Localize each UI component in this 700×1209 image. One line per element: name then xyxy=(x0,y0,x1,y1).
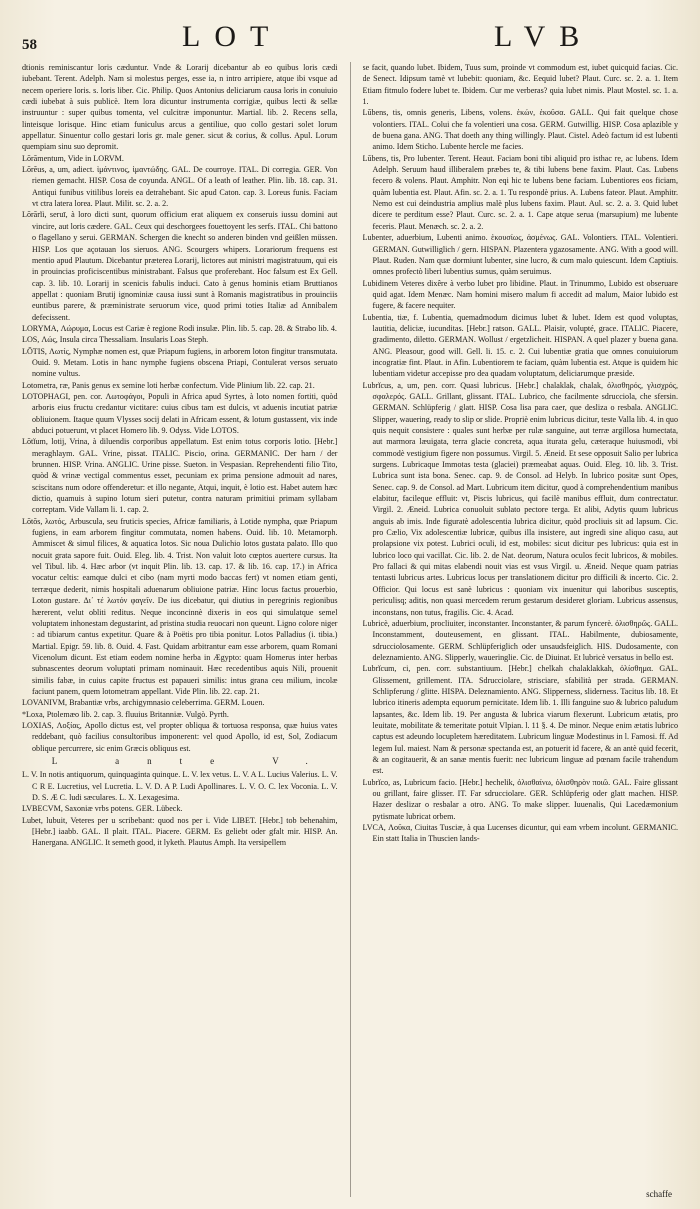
entry: LOTOPHAGI, pen. cor. Λωτοφάγοι, Populi in Africa apud Syrtes, à loto nomen fortiti, quòd arboris eius fructu credantur victitare: cuius cibus tam est dulcis, vt aduenis incutiat patriæ obliuionem. Itaque quum Vlysses socij delati in Africam essent, & lotum gustassent, vix inde abduci potuerunt, vt placet Homero lib. 9. Odyss. Vide LOTOS. xyxy=(22,391,338,435)
entry: Lŭbens, tis, Pro lubenter. Terent. Heaut. Faciam boni tibi aliquid pro isthac re, ac lubens. Idem Adelph. Seruum haud illiberalem præbes te, & tibi lubens bene faxim. Plaut. Cas. Lubens fecero & volens. Plaut. Amphitr. Non eqi hic te lubens bene faciam. Lubentiores eos ficiam, quàm lubentia est. Plaut. Afin. sc. 2. a. 1. Tu respondè prius. A. Lubens fateor. Plaut. Amphitr. Nemo est cui deindustria amplius malè plus lubens faxim. Plaut. Aul. sc. 2. a. 3. Quid lubet dicere te perditum esse? Plaut. Curc. sc. 2. a. 1. Cape atque serua (marsupium) me lubente feceris. Plaut. Menæch. sc. 2. a. 2. xyxy=(362,153,678,231)
entry: Lubrĭco, as, Lubricum facio. [Hebr.] hechelik, ὀλισθαίνω, ὀλισθηρὸν ποιῶ. GAL. Faire glissant ou grillant, faire glisser. IT. Far sdrucciolare. GER. Schlüpferig oder glatt machen. HISP. Hazer deslizar o resbalar a otro. ANG. To make slipper. Iuuenalis, Qui Lacedæmonium pytismate lubricat orbem. xyxy=(362,777,678,821)
entry: Lōrārĭi, seruī, à loro dicti sunt, quorum officium erat aliquem ex conseruis iussu domini aut vincire, aut loris cædere. GAL. Ceux qui deschorgees fouettoyent les serfs. ITAL. Chi battono o flagellano y serui. GERMAN. Schergen die knecht so anderen binden vnd geißlen müssen. HISP. Los que açotauan los sieruos. ANG. Scourgers whipers. Lorariorum frequens est mentio apud Plautum. Dicebantur præterea Lorarij, lictores aut ministri magistratuum, qui eis in prouincias proficiscentibus ministrabant. Falsus que proferebant. Hoc falsum est Ex Gell. cap. 3. lib. 10. Lorarij in scenicis fabulis induci. Cato à genus hominis etiam Bruttianos appellat : quoniam Brutij ignominiæ causa iussi sunt à Romanis magistratibus in prouinciis euntibus parere, & præministrate seruorum vice, quod primi toties Italiæ ad Annibalem defecissent. xyxy=(22,210,338,322)
entry: Lubidinem Veteres dixêre à verbo lubet pro libidine. Plaut. in Trinummo, Lubido est obseruare quid agat. Idem Menæc. Nam homini misero malum fi accedit ad malum, Maior lubido est fugere, & facere nequiter. xyxy=(362,278,678,311)
entry: LVCA, Λοῦκα, Ciuitas Tusciæ, à qua Lucenses dicuntur, qui eam vrbem incolunt. GERMANIC. Ein statt Italia in Thuscien lands- xyxy=(362,823,678,844)
entry: Lubentia, tiæ, f. Lubentia, quemadmodum dicimus lubet & lubet. Idem est quod voluptas, lautitia, deliciæ, iucunditas. [Hebr.] ratson. GALL. Plaisir, volupté, grace. ITALIC. Piacere, gradimento, diletto. GERMAN. Wollust / ergetzlicheit. HISPAN. A quel plazer y buena gana. ANG. Pleasour, good will. Gell. li. 15. c. 2. Cui lubentiæ gratia que omnes conuiuiorum incogratiæ fint. Plaut. in Afin. Lubentiorem te faciam, quàm lubentia est. Atque is quidem hic lubentiam videtur accepisse pro dea quadam voluptatum, deliciarumque præside. xyxy=(362,312,678,379)
entry: Lŭbens, tis, omnis generis, Libens, volens. ἑκών, ἑκοῦσα. GALL. Qui fait quelque chose volontiers. ITAL. Colui che fa volentieri una cosa. GERM. Gutwillig. HISP. Cosa aplazible y de buena gana. ANG. That doeth any thing willingly. Plaut. Cistel. Adeò factum id est lubenti animo. Idem Sticho. Lubente hercle me facies. xyxy=(362,108,678,152)
entry: Lubet, lubuit, Veteres per u scribebant: quod nos per i. Vide LIBET. [Hebr.] tob behenahim, [Hebr.] iaabb. GAL. Il plait. ITAL. Piacere. GERM. Es geliebt oder gfalt mir. HISP. An. Hanergana. ANGLIC. It semeth good, it lyketh. Plautus Amph. Ita versipellem xyxy=(22,815,338,848)
column-divider xyxy=(350,62,351,1197)
right-column xyxy=(363,62,679,1197)
catchword: schaffe xyxy=(646,1189,672,1199)
entry: *Loxa, Ptolemæo lib. 2. cap. 3. fluuius Britanniæ. Vulgò. Pyrth. xyxy=(22,709,229,719)
entry: Lotometra, ræ, Panis genus ex semine loti herbæ confectum. Vide Plinium lib. 22. cap. 21. xyxy=(22,380,315,390)
entry: dtionis reminiscantur loris cæduntur. Vnde & Lorarij dicebantur ab eo quibus loris cædi iubebant. Terent. Adelph. Nam si molestus perges, esse ia, n intro arripiere, atque ibi vsque ad necem operiere loris. s. loris liber. Cic. Philip. Quos Antonius deliciarum causa loris in conuiuio cædi iubebat à suis publicè. Item lora dicuntur instrumenta corrigiæ, quibus lecti & sellæ instruuntur : super quibus tomenta, vel culcitræ imponuntur. Martial. lib. 2. Recens sella, linteisque lorisque. Hinc etiam funiculus arcus a gentiliue, quo collo gestari solet lorum appellatur. Sinuentur collo gestari loris gr. male gener. sicut & corius, & collus. Apul. Lorum quempiam sinu suo depromit. xyxy=(22,63,338,152)
entry: se facit, quando lubet. Ibidem, Tuus sum, proinde vt commodum est, iubet quicquid facias. Cic. de Senect. Idipsum tamè vt lubebit: quoniam, &c. Eequid lubet? Plaut. Curc. sc. 2. a. 1. Item Etiam fitmulo fodere lubet te. Ibidem. Cur me verberas? quia lubet nimis. Plaut Mostel. sc. 1. a. 1. xyxy=(362,63,678,107)
left-running-head: LOT xyxy=(182,20,283,53)
section-heading: L ante V. xyxy=(51,755,336,766)
page-header xyxy=(22,14,678,54)
entry: Lubrĭcus, a, um, pen. corr. Quasi lubricus. [Hebr.] chalaklak, chalak, ὀλισθηρός, γλισχρός, σφαλερός. GALL. Grillant, glissant. ITAL. Lubrico, che facilmente sdrucciola, che sfersin. GERMAN. Schlüpferig / glatt. HISP. Cosa lisa para caer, que desliza o resbala. ANGLIC. Slipper, wauering, ready to slip or slide. Propriè enim lubricus dicitur, teste Valla lib. 4. in quo quis nequit consistere : quales sunt herbæ per rulæ sanguine, aut terræ argillosa humectata, aut marmora læuigata, terra glacie concreta, aqua iturata gelu, cæteraque huiusmodi, vbi commodè vestigium figere non possumus. Virgil. 5. Æneid. Et sese opposuit Salio per lubrica surgens. Lubricaque Immotas testa (glaciei) præmeabat aquas. Ouid. Eleg. 10. lib. 3. Trist. Lubrica sunt ista bona. Senec. cap. 9. de Consol. ad Helyb. In lubrico positæ sunt Opes, Senec. cap. 9. de Consol. ad Mart. Lubricum item dicitur, quod à comprehendentium manibus elabitur, facileque effluit: vt, Piscis lubricus, qui facilè manibus effluit, dum contrectatur. Virgil. 2. Æneid. Lubrica conuoluit sublato pectore terga. Et alibi, Adytis quum lubricus anguis ab imis. Inde figuratè adolescentia lubrica dicitur, quòd procliuis sit ad lapsum. Cic. pro Cælio, Vix adolescentiæ lubricæ, quibus illa insistere, aut ingredi sine aliquo casu, aut prolapsione vix potest. Lubrici oculi, id est, mobiles: sicut dicitur pes lubricus: quia est in lubrico loco qui vacillat. Cic. lib. 2. de Nat. deorum, Natura oculos fecit lubricos, & mobiles. Pro fallaci & qui mitas elabendi nouit vias est vsus Virgil. u. Æneid. Neque quam patrias tentasti lubricus artes. Lubricus locus per translationem dicitur pro difficili & incerto. Cic. 2. Officior. Qui locus est sanè lubricus : quoniam vix inuenitur qui laboribus susceptis, periculisq; aditis, non quasi mercedem rerum gestarum desideret gloriam. Lubricus assensus, inconstans, non tutus, fragilis. Cic. 4. Acad. xyxy=(362,380,678,617)
entry: LOXIAS, Λοξίας, Apollo dictus est, vel propter obliqua & tortuosa responsa, quæ huius vates reddebant, quò facilius consultoribus imponerent: vel quod Apollo, id est, Sol, Zodiacum oblique percurrere, sic enim Græcis obliquus est. xyxy=(22,720,338,753)
entry: Lōrĕus, a, um, adiect. ἱμάντινος, ἱμαντώδης. GAL. De courroye. ITAL. Di corregia. GER. Von riemen gemacht. HISP. Cosa de coyunda. ANGL. Of a leath of leather. Plin. lib. 18. cap. 31. Antiqui funibus vitilibus loreis ea detrahebant. Sic apud Caton. cap. 3. Loreus funis. Faciam vt ctra latera lorea. Plaut. Milit. sc. 2. a. 2. xyxy=(22,165,338,209)
entry: Lubricè, aduerbium, procliuiter, inconstanter. Inconstanter, & parum fyncerè. ὀλισθηρῶς. GALL. Inconstamment, douteusement, en glissant. ITAL. Habilmente, dubiosamente, sdrucciolosamente. GERM. Schlüpferiglich oder unsaudsfeiglich. HIS. Dudosamente, con deleznamiento. ANG. Slipperly, waueringlie. Cic. de Diuinat. Et lubricè versatus in bello est. xyxy=(362,618,678,662)
entry: LŌTIS, Λωτίς, Nymphæ nomen est, quæ Priapum fugiens, in arborem loton fingitur transmutata. Ouid. 9. Metam. Lotis in hanc nymphe fugiens obscena Priapi, Contulerat versos seruato nomine vultus. xyxy=(22,346,338,379)
entry: Lubenter, aduerbium, Lubenti animo. ἑκουσίως, ἀσμένως. GAL. Volontiers. ITAL. Volentieri. GERMAN. Gutwilliglich / gern. HISPAN. Plazentera ygazosamente. ANG. With a good will. Plaut. Ruden. Nam quæ dormiunt lubenter, sine lucro, & cum malo quiescunt. Idem Captiuis. omnes profectò liberi lubentius sumus, quàm seruimus. xyxy=(362,233,678,277)
entry: LVBECVM, Saxoniæ vrbs potens. GER. Lübeck. xyxy=(22,804,183,814)
entry: LOS, Λώς, Insula circa Thessaliam. Insularis Loas Steph. xyxy=(22,335,209,345)
right-running-head: LVB xyxy=(494,20,594,53)
text-columns xyxy=(22,62,678,1197)
entry: Lōtŏs, λωτός, Arbuscula, seu fruticis species, Africæ familiaris, à Lotide nympha, quæ Priapum fugiens, in eam arborem fingitur commutata, nomen habens. Ouid. lib. 10. Metamorph. Ammiscet & simul filices, & aquatica lotos. Sic noua Dulichio lotos gustata palato. Illo quo nocuit grata sapore fuit. Ouid. Eleg. lib. 4. Trist. Non valuit loto cœptos auertere cursus. Ita vel Tibul. lib. 4. Hæc arbor (vt inquit Plin. lib. 13. cap. 17. & lib. 16. cap. 17.) in Africa vocatur celtis: eamque dulci et cibo (nam myrti modo baccas fert) vt nomen etiam genti, terræque dederit, nimis hospitali aduenarum obliuione patriæ. Hinc locus factus prouerbio, Loton gustare. Δι᾽ τέ λωτόν φαγεῖν. De ius dicebatur, qui diutius in peregrinis regionibus hærerent, velut obliti reditus. Neque inconcinnè dixeris in eos qui simulatque semel voluptatem inhonestam degustarint, ad pristina studia reuocari non queunt. Ligno colore niger : ad tibiarum cantus expetitur. Quare & à Poëtis pro tibia ponitur. Lotos Palladius (i. tibia.) Martial. Epigr. 59. lib. 8. Ouid. 4. Fast. Quidam arbitrantur eam esse arborem, quam Romani Vicenolum dicunt. Est etiam eodem nomine herba in Ægypto: quam Homerus inter herbas subnascentes deorum voluptati primam nominauit. Hæc recedentibus aquis Nili, prouenit similis fabæ, in cuius capite fructus est papaueri similis: intus grana ceu milium, incolæ faciunt panem, quem lotometram appellant. Vide Plin. lib. 22. cap. 21. xyxy=(22,516,338,696)
entry: Lubrĭcum, ci, pen. corr. substantiuum. [Hebr.] chelkah chalaklakkah, ὀλίσθημα. GAL. Glissement, grillement. ITA. Sdrucciolare, strisciare, sfabilità per strada. GERMAN. Schlipferung / glitte. HISPA. Deleznamiento. ANG. Slipperness, sliderness. Tacitus lib. 18. Et lubrico itineris adempta equorum pernicitate. Idem lib. 1. Illi fanguine suo & lubrico paludum lapsantes, &c. Idem lib. 19. Per angusta & lubrica viarum flexerunt. Lubricum ætatis, pro leuitate, mobilitate & temeritate potuit Vlpian. l. 11 §. 4. De minor. Neque enim ætatis lubrico captus est adeundo locupletem hæreditatem. Lubricum linguæ Modestinus in l. Famosi. ff. Ad legem Iul. maiest. Nam & personæ spectanda est, an potuerit id facere, & an antè quid fecerit, & an cogitauerit, & an sanæ mentis fuerit: nec lubricum linguæ ad pœnam facile trahendum est. xyxy=(362,664,678,776)
entry: LOVANIVM, Brabantiæ vrbs, archigymnasio celeberrima. GERM. Louen. xyxy=(22,698,265,708)
page-number: 58 xyxy=(22,37,37,53)
entry: Lōrāmentum, Vide in LORVM. xyxy=(22,153,124,163)
left-column xyxy=(22,62,338,1197)
entry: LORYMA, Λώρυμα, Locus est Cariæ è regione Rodi insulæ. Plin. lib. 5. cap. 28. & Strabo lib. 4. xyxy=(22,323,337,333)
entry: Lōtĭum, lotij, Vrina, à diluendis corporibus appellatum. Est enim totus corporis lotio. [Hebr.] meraghlaym. GAL. Vrine, pissat. ITALIC. Piscio, orina. GERMANIC. Der harn / der brunnen. HISP. Vrina. ANGLIC. Urine pisse. Sueton. in Vespasian. Reprehendenti filio Tito, quòd & vrinæ vectigal commentus esset, pecuniam ex prima pensione admouit ad nares, sciscitans num odore offenderetur: et illo negante, Atqui, inquit, è lotio est. Habet autem hæc dictio, quamuis à supino lotum sieri putetur, contra naturam primitiui primam syllabam correptam. Vide Vallam li. 1. cap. 2. xyxy=(22,437,338,515)
entry: L. V. In notis antiquorum, quinquaginta quinque. L. V. lex vetus. L. V. A L. Lucius Valerius. L. V. C R E. Lucretius, vel Lucretia. L. V. D. A P. Ludi Apollinares. L. V. O. C. lex Voconia. L. V. D. S. Æ C. ludi sæculares. L. X. Lexagesima. xyxy=(22,770,338,802)
